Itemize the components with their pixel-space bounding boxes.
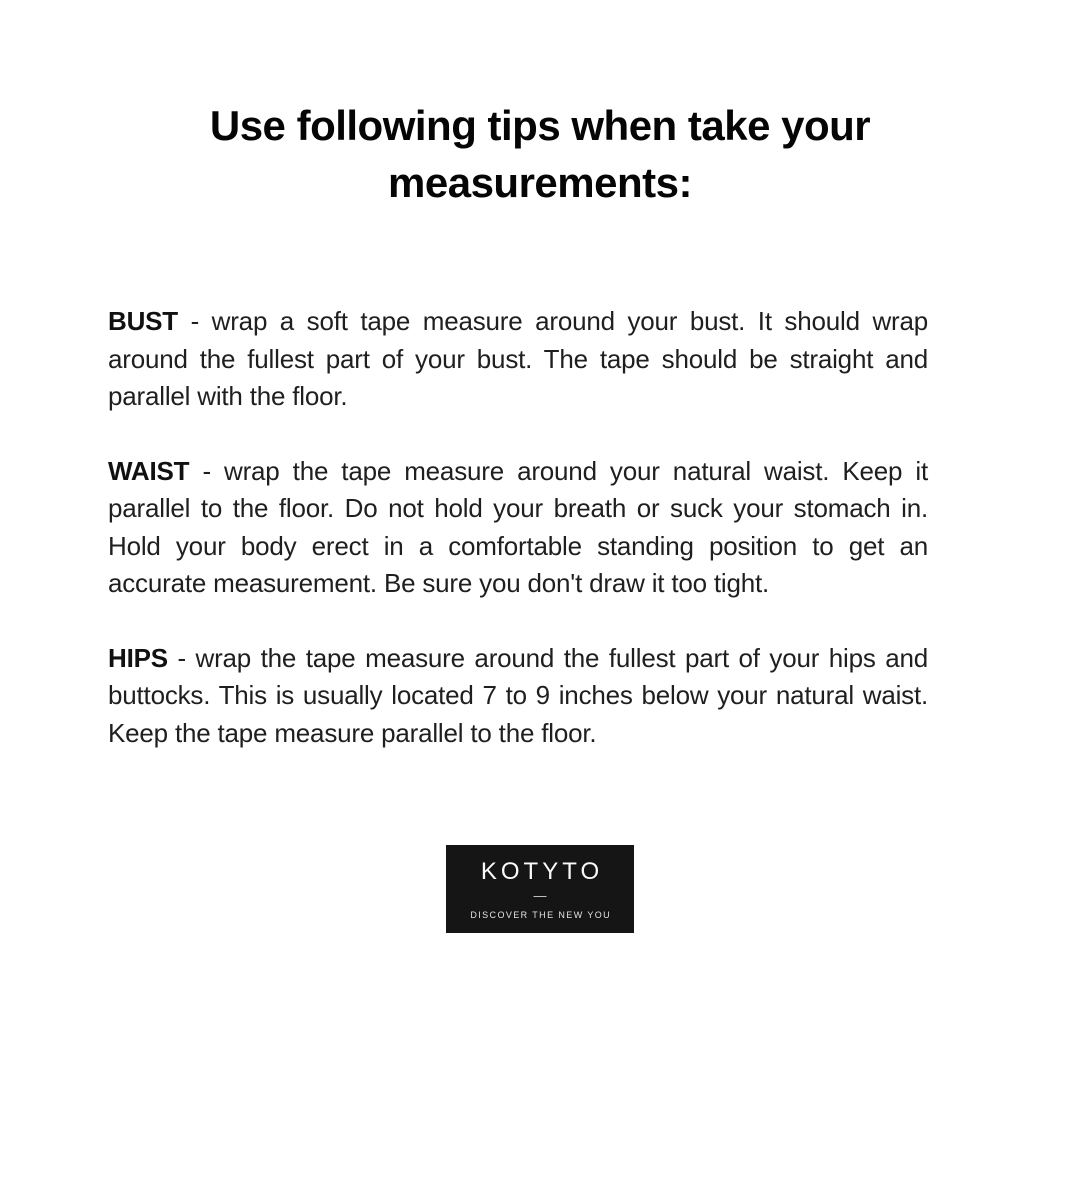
tip-bust xyxy=(108,303,928,416)
brand-tagline: DISCOVER THE NEW YOU xyxy=(470,910,612,920)
tip-waist xyxy=(108,453,928,603)
tip-waist-label: WAIST xyxy=(108,455,190,486)
tip-bust-text: - wrap a soft tape measure around your bust. It should wrap around the fullest part of your bust. The tape should be straight and parallel with the floor. xyxy=(108,306,929,411)
tip-bust-label: BUST xyxy=(108,306,178,336)
tip-hips xyxy=(108,640,928,753)
tips-section xyxy=(108,303,928,752)
brand-logo xyxy=(446,845,634,933)
tip-hips-label: HIPS xyxy=(108,642,168,673)
tip-waist-text: - wrap the tape measure around your natural waist. Keep it parallel to the floor. Do not hold your breath or suck your stomach in. Hold your body erect in a comfortable standing position to get an accurate measurement. Be sure you don't draw it too tight. xyxy=(108,455,928,598)
page xyxy=(0,97,1080,1177)
brand-divider: — xyxy=(533,888,547,903)
tip-hips-text: - wrap the tape measure around the fullest part of your hips and buttocks. This is usually located 7 to 9 inches below your natural waist. Keep the tape measure parallel to the floor. xyxy=(108,642,928,748)
page-title: Use following tips when take your measurements: xyxy=(209,102,871,206)
brand-name: KOTYTO xyxy=(480,858,604,885)
